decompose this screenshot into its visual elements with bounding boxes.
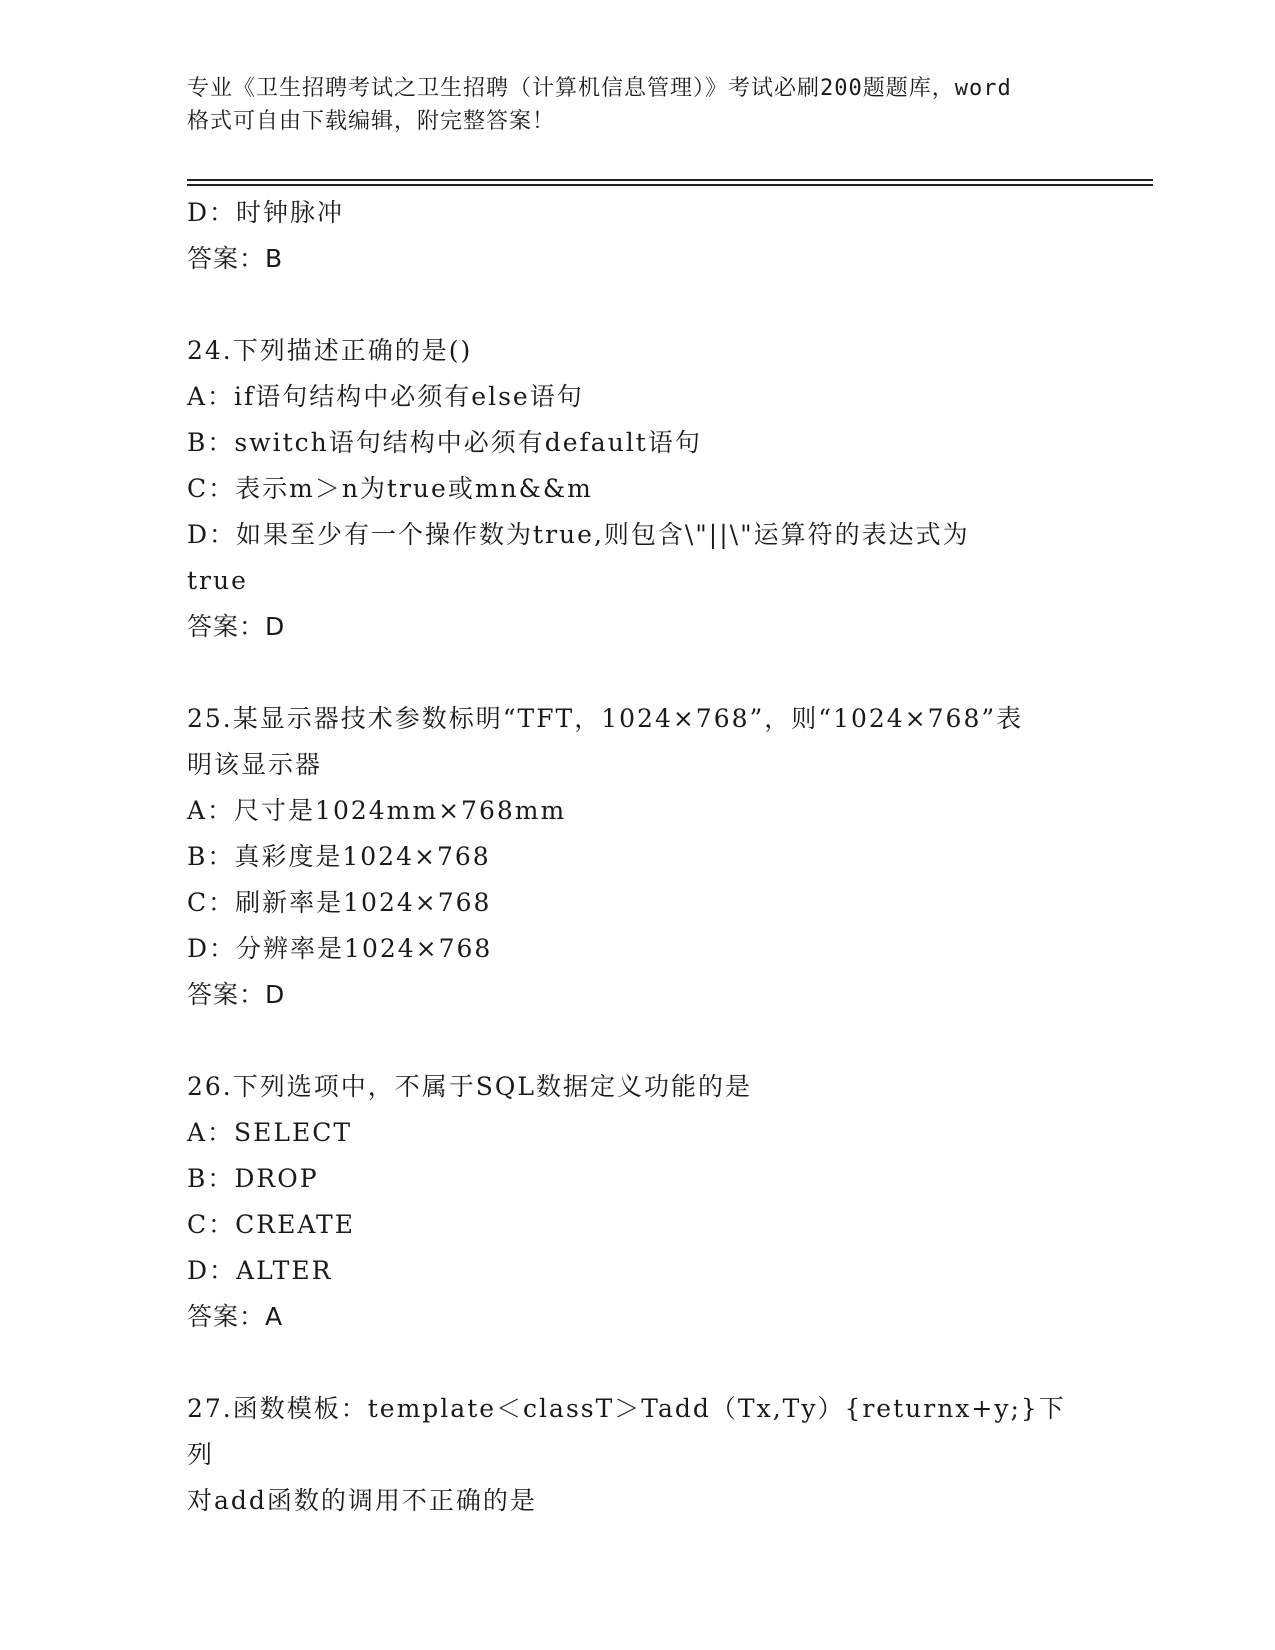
- answer-line: 答案：D: [187, 980, 286, 1009]
- question-text: 26.下列选项中，不属于SQL数据定义功能的是: [187, 1072, 752, 1101]
- option-c: C：刷新率是1024×768: [187, 888, 492, 917]
- option-c: C：表示m＞n为true或mn&&m: [187, 474, 593, 503]
- option-a: A：SELECT: [187, 1118, 353, 1147]
- option-d: D：分辨率是1024×768: [187, 934, 493, 963]
- question-text-line-1: 25.某显示器技术参数标明“TFT，1024×768”，则“1024×768”表: [187, 704, 1024, 733]
- spacer: [187, 282, 1087, 328]
- answer-line: 答案：B: [187, 244, 284, 273]
- option-b: B：switch语句结构中必须有default语句: [187, 428, 702, 457]
- question-list: [187, 190, 1087, 1524]
- question-text: 24.下列描述正确的是(): [187, 336, 473, 365]
- option-d: D：ALTER: [187, 1256, 333, 1285]
- question-text-line-1: 27.函数模板：template＜classT＞Tadd（Tx,Ty）{returnx+y;}下列: [187, 1394, 1066, 1469]
- question-block-23: [187, 190, 1087, 282]
- document-header: [187, 72, 1107, 138]
- option-d-line-1: D：如果至少有一个操作数为true,则包含\"||\"运算符的表达式为: [187, 520, 970, 549]
- option-d: D：时钟脉冲: [187, 198, 345, 227]
- question-block-24: [187, 328, 1087, 650]
- question-text-line-2: 明该显示器: [187, 750, 323, 779]
- header-divider-bottom: [187, 184, 1153, 186]
- question-block-26: [187, 1064, 1087, 1340]
- answer-line: 答案：A: [187, 1302, 284, 1331]
- question-block-25: [187, 696, 1087, 1018]
- header-title-line-2: 格式可自由下载编辑，附完整答案！: [187, 109, 556, 134]
- spacer: [187, 1018, 1087, 1064]
- option-b: B：真彩度是1024×768: [187, 842, 491, 871]
- header-divider-top: [187, 179, 1153, 181]
- header-title-line-1: 专业《卫生招聘考试之卫生招聘（计算机信息管理）》考试必刷200题题库，word: [187, 76, 1012, 101]
- answer-line: 答案：D: [187, 612, 286, 641]
- option-d-line-2: true: [187, 566, 248, 595]
- spacer: [187, 1340, 1087, 1386]
- option-c: C：CREATE: [187, 1210, 355, 1239]
- option-a: A：if语句结构中必须有else语句: [187, 382, 584, 411]
- option-b: B：DROP: [187, 1164, 319, 1193]
- question-block-27: [187, 1386, 1087, 1524]
- spacer: [187, 650, 1087, 696]
- question-text-line-2: 对add函数的调用不正确的是: [187, 1486, 537, 1515]
- option-a: A：尺寸是1024mm×768mm: [187, 796, 567, 825]
